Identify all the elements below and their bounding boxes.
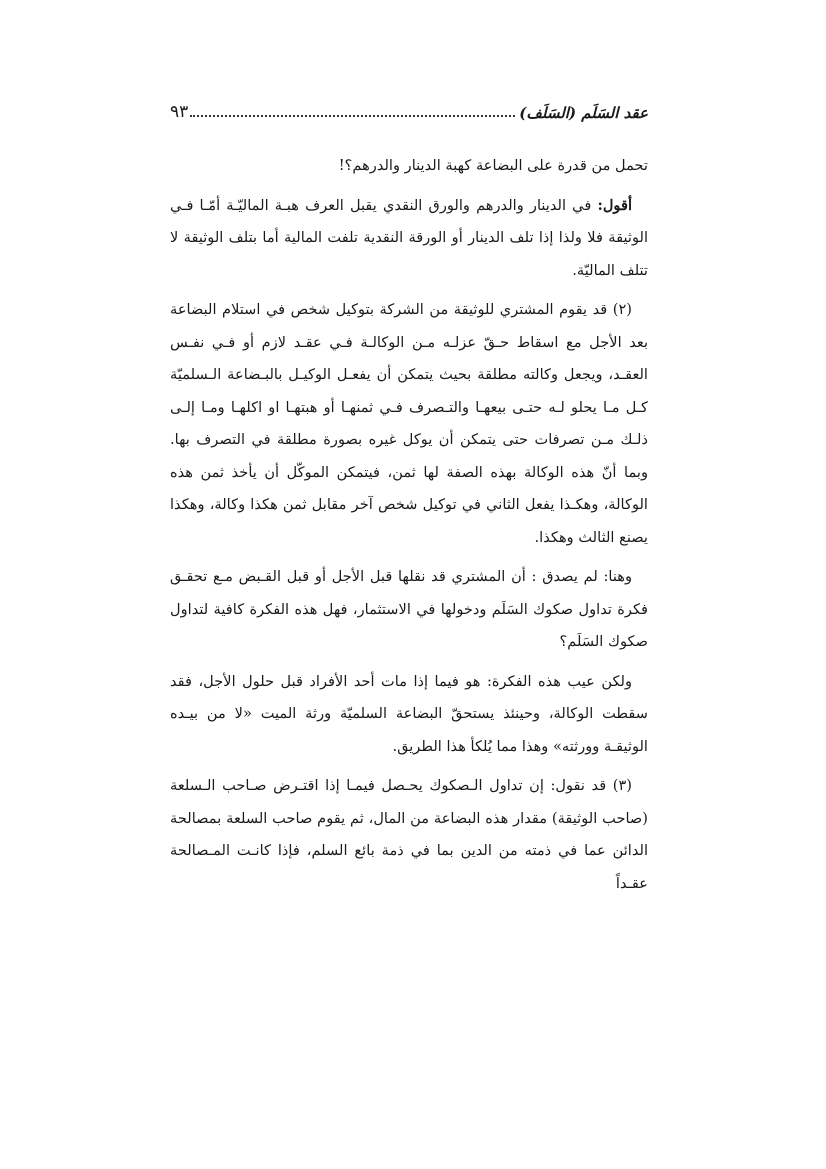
paragraph-1-text: تحمل من قدرة على البضاعة كهبة الدينار والدرهم؟! [338, 157, 648, 174]
book-title: عقد السَلَم (السَلَف) [519, 104, 648, 122]
paragraph-6 [170, 770, 648, 900]
paragraph-2 [170, 190, 648, 288]
paragraph-6-text: (٣) قد نقول: إن تداول الـصكوك يحـصل فيمـا إذا اقتـرض صـاحب الـسلعة (صاحب الوثيقة) مقدار هذه البضاعة من المال، ثم يقوم صاحب السلعة بمصالحة الدائن عما في ذمته من الدين بما في ذمة بائع السلم، فإذا كانـت المـصالحة عقـداً [170, 777, 648, 892]
paragraph-4-text: وهنا: لم يصدق : أن المشتري قد نقلها قبل الأجل أو قبل القـبض مـع تحقـق فكرة تداول صكوك السَلَم ودخولها في الاستثمار، فهل هذه الفكرة كافية لتداول صكوك السَلَم؟ [170, 568, 648, 650]
paragraph-4 [170, 561, 648, 659]
body-text [170, 150, 648, 907]
paragraph-3-text: (٢) قد يقوم المشتري للوثيقة من الشركة بتوكيل شخص في استلام البضاعة بعد الأجل مع اسقاط حـقّ عزلـه مـن الوكالـة فـي عقـد لازم أو فـي نفـس العقـد، ويجعل وكالته مطلقة بحيث يتمكن أن يفعـل الوكيـل بالبـضاعة الـسلميّة كـل مـا يحلو لـه حتـى بيعهـا والتـصرف فـي ثمنهـا أو هبتهـا او اكلهـا ومـا إلـى ذلـك مـن تصرفات حتى يتمكن أن يوكل غيره بصورة مطلقة في التصرف بها. وبما أنّ هذه الوكالة بهذه الصفة لها ثمن، فيتمكن الموكّل أن يأخذ ثمن هذه الوكالة، وهكـذا يفعل الثاني في توكيل شخص آخر مقابل ثمن هكذا وكالة، وهكذا يصنع الثالث وهكذا. [170, 301, 648, 546]
paragraph-5 [170, 666, 648, 764]
header-leader-dots [190, 115, 515, 117]
page-number: ٩٣ [170, 102, 189, 122]
paragraph-2-lead: أقول: [597, 196, 632, 214]
paragraph-5-text: ولكن عيب هذه الفكرة: هو فيما إذا مات أحد الأفراد قبل حلول الأجل، فقد سقطت الوكالة، وحينئذ يستحقّ البضاعة السلميّة ورثة الميت «لا من بيـده الوثيقـة وورثته» وهذا مما يُلكأ هذا الطريق. [170, 672, 648, 755]
paragraph-1 [170, 150, 648, 183]
paragraph-2-text: في الدينار والدرهم والورق النقدي يقبل العرف هبـة الماليّـة أمّـا فـي الوثيقة فلا ولذا إذا تلف الدينار أو الورقة النقدية تلفت المالية أما بتلف الوثيقة لا تتلف الماليّة. [170, 196, 648, 279]
paragraph-3 [170, 294, 648, 554]
running-header [170, 96, 648, 122]
